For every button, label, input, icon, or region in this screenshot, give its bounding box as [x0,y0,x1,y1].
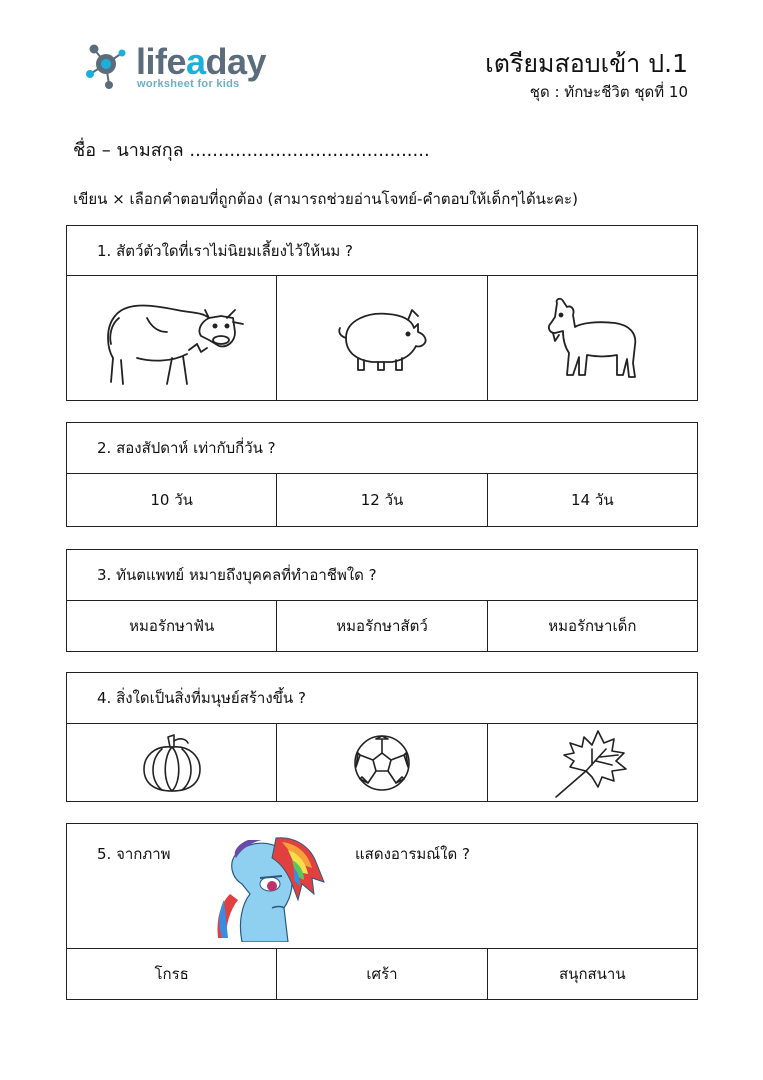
choice-12-days[interactable]: 12 วัน [276,474,486,526]
choice-pediatrician[interactable]: หมอรักษาเด็ก [487,601,697,651]
question-5-text [67,824,697,949]
page-subtitle: ชุด : ทักษะชีวิต ชุดที่ 10 [529,83,688,101]
question-3 [66,549,698,652]
page-title: เตรียมสอบเข้า ป.1 [485,49,688,78]
cow-icon [97,288,247,388]
lifeaday-logo [82,38,272,94]
choice-dentist[interactable]: หมอรักษาฟัน [129,617,215,635]
molecule-logo-icon [82,38,134,90]
choice-14-days[interactable]: 14 วัน [487,474,697,526]
choice-cow[interactable] [67,276,276,400]
choice-sad[interactable]: เศร้า [276,949,486,999]
pig-icon [332,298,432,378]
student-name-line[interactable]: ชื่อ – นามสกุล .......................................... [73,140,430,161]
question-5 [66,823,698,1000]
choice-angry[interactable]: โกรธ [154,965,189,983]
choice-pumpkin[interactable] [67,724,276,801]
question-1 [66,225,698,401]
question-1-text: 1. สัตว์ตัวใดที่เราไม่นิยมเลี้ยงไว้ให้นม ? [67,226,697,276]
question-4 [66,672,698,802]
maple-leaf-icon [552,727,632,799]
pumpkin-icon [140,733,204,793]
choice-veterinarian[interactable]: หมอรักษาสัตว์ [276,601,486,651]
soccer-ball-icon [352,733,412,793]
choice-fun[interactable]: สนุกสนาน [487,949,697,999]
brand-tagline: worksheet for kids [137,78,240,90]
question-4-text: 4. สิ่งใดเป็นสิ่งที่มนุษย์สร้างขึ้น ? [67,673,697,724]
choice-pig[interactable] [276,276,486,400]
choice-goat[interactable] [487,276,697,400]
question-3-text: 3. ทันตแพทย์ หมายถึงบุคคลที่ทำอาชีพใด ? [67,550,697,601]
goat-icon [537,293,647,383]
question-5-text-before: 5. จากภาพ [97,845,171,863]
choice-maple-leaf[interactable] [487,724,697,801]
question-2 [66,422,698,527]
sad-pony-picture-icon [202,834,332,942]
instruction-text: เขียน × เลือกคำตอบที่ถูกต้อง (สามารถช่วยอ่านโจทย์-คำตอบให้เด็กๆได้นะคะ) [73,190,578,208]
question-2-text: 2. สองสัปดาห์ เท่ากับกี่วัน ? [67,423,697,474]
brand-name: lifeaday [136,41,267,82]
question-5-text-after: แสดงอารมณ์ใด ? [355,845,470,863]
choice-soccer-ball[interactable] [276,724,486,801]
choice-10-days[interactable]: 10 วัน [150,491,193,509]
